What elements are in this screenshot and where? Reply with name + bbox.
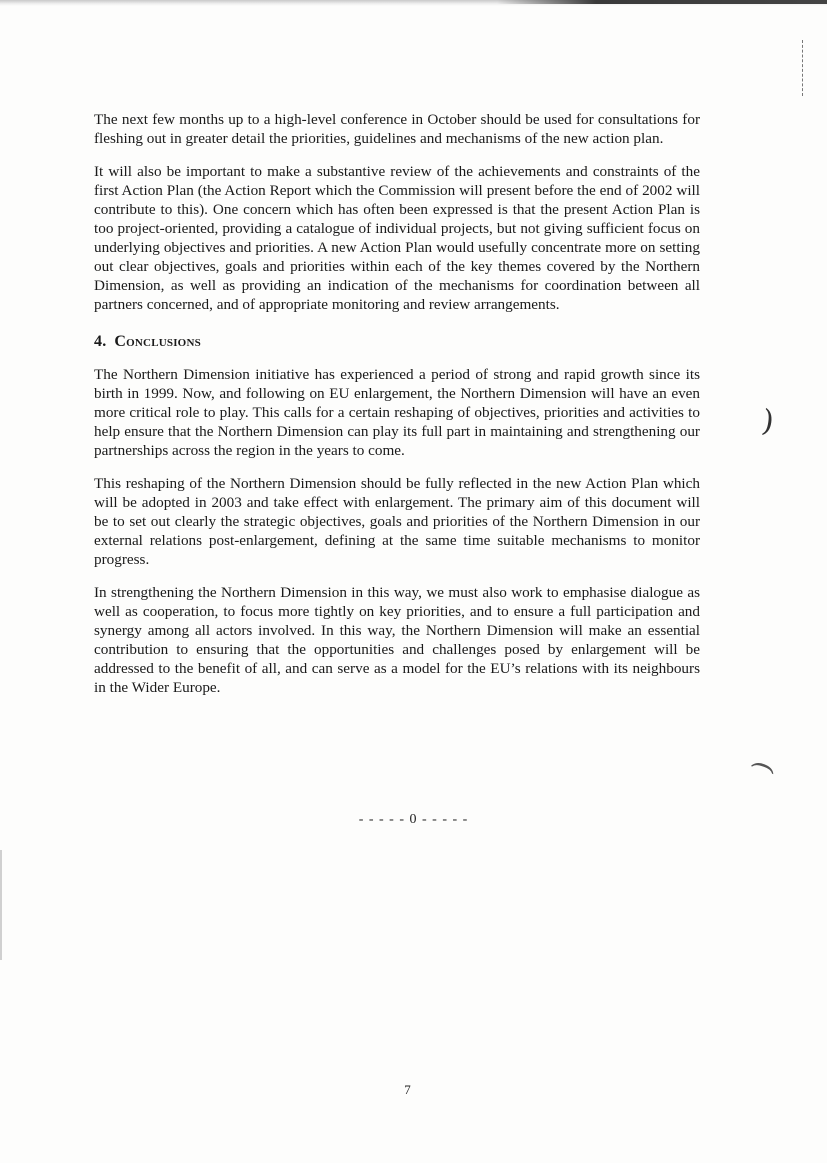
paragraph-reshaping: This reshaping of the Northern Dimension should be fully reflected in the new Action Plan which will be adopted in 2003 and take effect with enlargement. The primary aim of this document will be to set out clearly the strategic objectives, goals and priorities of the Northern Dimension in our external relations post-enlargement, defining at the same time suitable mechanisms to monitor progress. [94,475,700,568]
paragraph-strengthening: In strengthening the Northern Dimension in this way, we must also work to emphasise dialogue as well as cooperation, to focus more tightly on key priorities, and to ensure a full participation and synergy among all actors involved. In this way, the Northern Dimension will make an essential contribution to ensuring that the opportunities and challenges posed by enlargement will be addressed to the benefit of all, and can serve as a model for the EU’s relations with its neighbours in the Wider Europe. [94,584,700,696]
paragraph-review: It will also be important to make a substantive review of the achievements and constraints of the first Action Plan (the Action Report which the Commission will present before the end of 2002 will contribute to this). One concern which has often been expressed is that the present Action Plan is too project-oriented, providing a catalogue of individual projects, but not giving sufficient focus on underlying objectives and priorities. A new Action Plan would usefully concentrate more on setting out clear objectives, goals and priorities within each of the key themes covered by the Northern Dimension, as well as providing an indication of the mechanisms for coordination between all partners concerned, and of appropriate monitoring and review arrangements. [94,163,700,313]
paragraph-growth: The Northern Dimension initiative has experienced a period of strong and rapid growth since its birth in 1999. Now, and following on EU enlargement, the Northern Dimension will have an even more critical role to play. This calls for a certain reshaping of objectives, priorities and activities to help ensure that the Northern Dimension can play its full part in maintaining and strengthening our partnerships across the region in the years to come. [94,366,700,459]
scan-left-edge [0,850,2,960]
punch-hole-mark-upper: ) [759,403,777,440]
page-number: 7 [404,1082,411,1097]
scan-top-edge-shadow [497,0,827,4]
scan-margin-ticks [802,40,806,96]
paragraph-consultations: The next few months up to a high-level conference in October should be used for consultations for fleshing out in greater detail the priorities, guidelines and mechanisms of the new action plan. [94,111,700,147]
section-number: 4. [94,333,107,350]
end-of-document-mark: - - - - - 0 - - - - - [358,812,469,827]
document-body [94,110,700,711]
section-heading [94,332,700,351]
punch-hole-mark-lower: ) [747,757,779,777]
section-title: Conclusions [114,333,201,350]
